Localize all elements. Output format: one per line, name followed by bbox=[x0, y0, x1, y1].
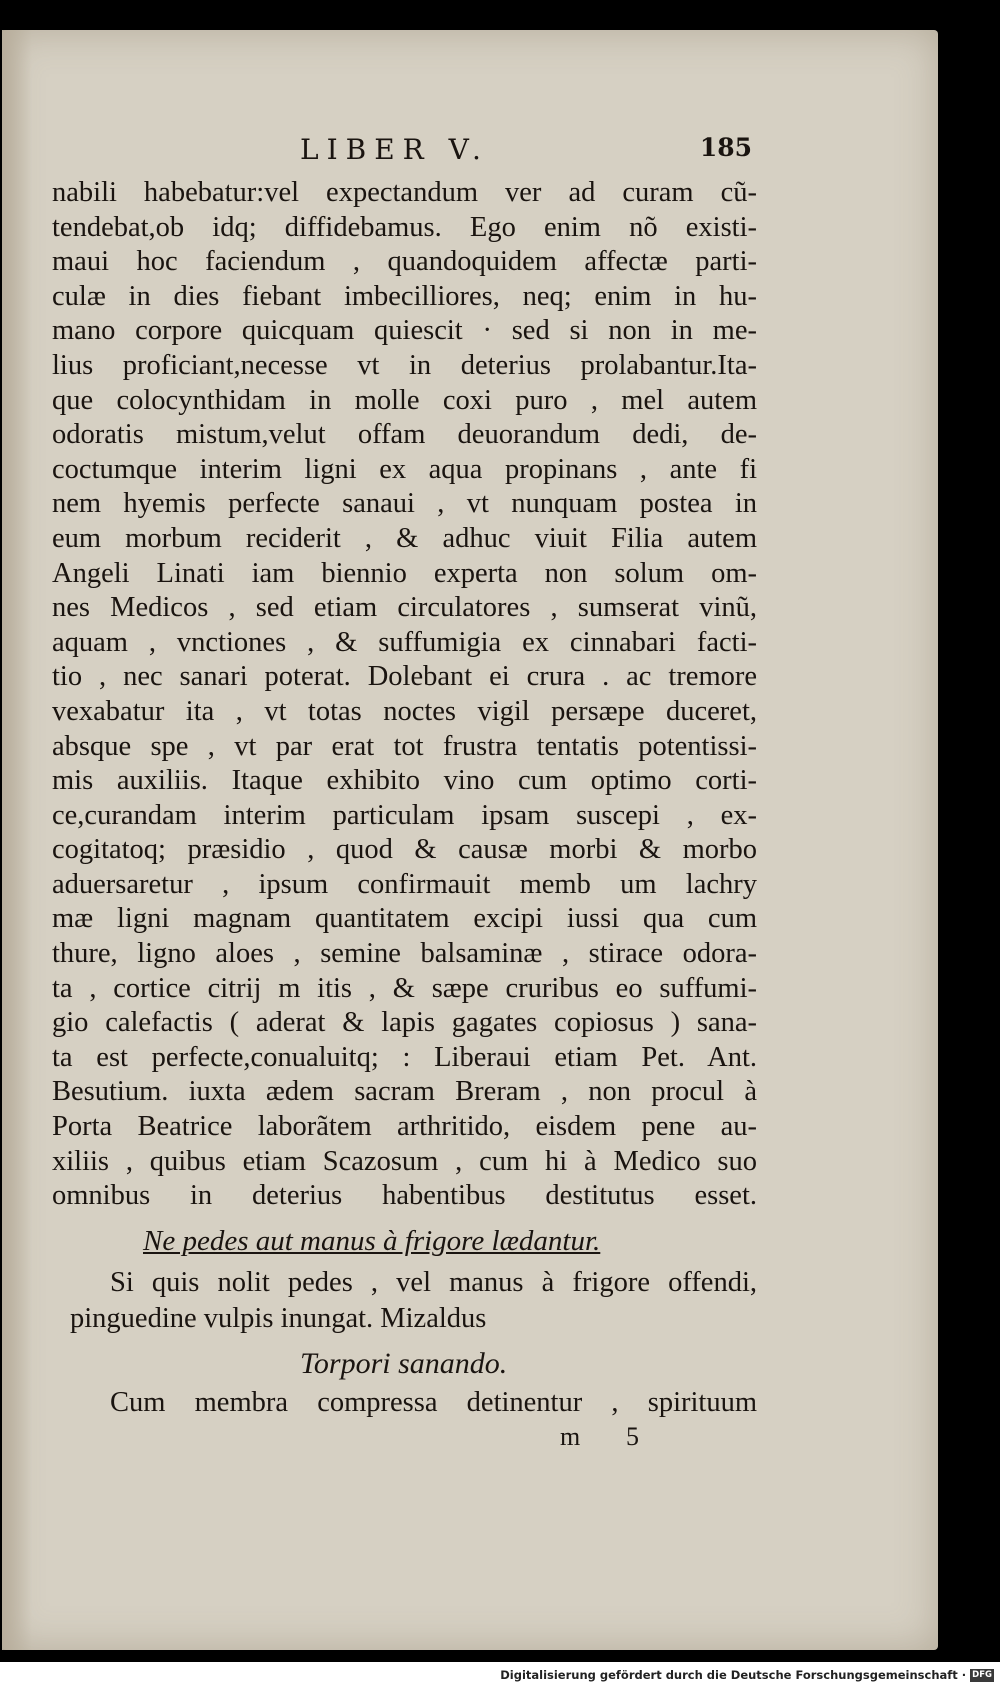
main-paragraph bbox=[52, 176, 757, 1214]
text-line: pinguedine vulpis inungat. Mizaldus bbox=[70, 1303, 487, 1334]
text-line: absque spe , vt par erat tot frustra tentatis potentissi- bbox=[52, 730, 757, 762]
text-line: ta , cortice citrij m itis , & sæpe cruribus eo suffumi- bbox=[52, 972, 757, 1004]
catchword: 5 bbox=[626, 1422, 639, 1451]
text-line: mis auxiliis. Itaque exhibito vino cum optimo corti- bbox=[52, 765, 757, 797]
dfg-logo: DFG bbox=[972, 1669, 992, 1680]
text-line: aquam , vnctiones , & suffumigia ex cinnabari facti- bbox=[52, 626, 757, 658]
torpor-paragraph bbox=[70, 1385, 757, 1421]
credit-text: Digitalisierung gefördert durch die Deutsche Forschungsgemeinschaft · bbox=[500, 1668, 967, 1682]
section-heading-torpor: Torpori sanando. bbox=[300, 1347, 508, 1380]
text-line: thure, ligno aloes , semine balsaminæ , stirace odora- bbox=[52, 938, 757, 970]
text-line: tio , nec sanari poterat. Dolebant ei crura . ac tremore bbox=[52, 661, 757, 693]
text-line: mæ ligni magnam quantitatem excipi iussi qua cum bbox=[52, 903, 757, 935]
text-line: gio calefactis ( aderat & lapis gagates copiosus ) sana- bbox=[52, 1007, 757, 1039]
section-heading-frost bbox=[143, 1225, 600, 1258]
text-line: vexabatur ita , vt totas noctes vigil persæpe duceret, bbox=[52, 695, 757, 727]
text-line: odoratis mistum,velut offam deuorandum dedi, de- bbox=[52, 419, 757, 451]
running-title: LIBER V. bbox=[300, 133, 489, 166]
text-line: que colocynthidam in molle coxi puro , mel autem bbox=[52, 384, 757, 416]
text-line: cogitatoq; præsidio , quod & causæ morbi & morbo bbox=[52, 834, 757, 866]
text-line: nem hyemis perfecte sanaui , vt nunquam postea in bbox=[52, 488, 757, 520]
signature-line bbox=[560, 1422, 660, 1456]
text-line: maui hoc faciendum , quandoquidem affectæ parti- bbox=[52, 246, 757, 278]
text-line: Porta Beatrice laborãtem arthritido, eisdem pene au- bbox=[52, 1111, 757, 1143]
text-line: Si quis nolit pedes , vel manus à frigore offendi, bbox=[110, 1267, 757, 1298]
text-line: Angeli Linati iam biennio experta non solum om- bbox=[52, 557, 757, 589]
running-head bbox=[300, 133, 760, 173]
text-line: Cum membra compressa detinentur , spirituum bbox=[110, 1387, 757, 1418]
text-line: ce,curandam interim particulam ipsam suscepi , ex- bbox=[52, 799, 757, 831]
text-line: coctumque interim ligni ex aqua propinans , ante fi bbox=[52, 453, 757, 485]
text-line: xiliis , quibus etiam Scazosum , cum hi à Medico suo bbox=[52, 1145, 757, 1177]
text-line: lius proficiant,necesse vt in deterius prolabantur.Ita- bbox=[52, 349, 757, 381]
signature-mark: m bbox=[560, 1422, 581, 1451]
text-line: eum morbum reciderit , & adhuc viuit Filia autem bbox=[52, 522, 757, 554]
text-line: omnibus in deterius habentibus destitutus esset. bbox=[52, 1180, 757, 1212]
text-line: nabili habebatur:vel expectandum ver ad curam cũ- bbox=[52, 177, 757, 208]
text-line: culæ in dies fiebant imbecilliores, neq; enim in hu- bbox=[52, 280, 757, 312]
text-line: mano corpore quicquam quiescit · sed si non in me- bbox=[52, 315, 757, 347]
text-line: ta est perfecte,conualuitq; : Liberaui etiam Pet. Ant. bbox=[52, 1041, 757, 1073]
frost-paragraph bbox=[70, 1265, 757, 1337]
text-line: Besutium. iuxta ædem sacram Breram , non procul à bbox=[52, 1076, 757, 1108]
section-heading-text: Ne pedes aut manus à frigore lædantur. bbox=[143, 1225, 601, 1257]
text-line: nes Medicos , sed etiam circulatores , sumserat vinũ, bbox=[52, 592, 757, 624]
text-line: aduersaretur , ipsum confirmauit memb um lachry bbox=[52, 868, 757, 900]
digitization-credit bbox=[500, 1666, 994, 1684]
page-number: 185 bbox=[699, 133, 752, 162]
text-line: tendebat,ob idq; diffidebamus. Ego enim nõ existi- bbox=[52, 211, 757, 243]
